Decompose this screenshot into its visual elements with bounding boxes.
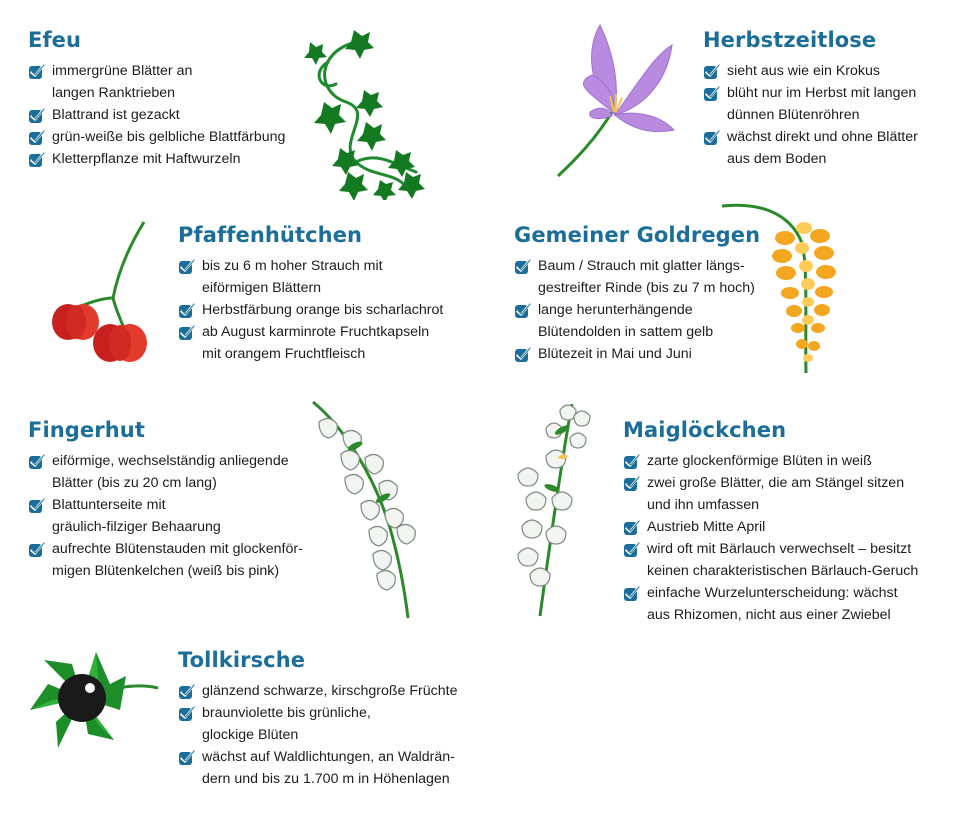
checkmark-icon <box>178 683 195 700</box>
fact-item <box>28 538 303 582</box>
checkmark-icon <box>514 302 531 319</box>
checkmark-icon <box>623 453 640 470</box>
checkmark-icon <box>178 324 195 341</box>
fact-text: wird oft mit Bärlauch verwechselt – besitzt <box>647 541 912 557</box>
fact-text: aus Rhizomen, nicht aus einer Zwiebel <box>647 607 891 623</box>
fact-list <box>703 60 918 170</box>
fact-text: glänzend schwarze, kirschgroße Früchte <box>202 683 458 699</box>
fact-text: eiförmigen Blättern <box>202 280 322 296</box>
checkmark-icon <box>28 497 45 514</box>
checkmark-icon <box>703 85 720 102</box>
fact-list <box>623 450 918 626</box>
belladonna-icon <box>26 648 161 760</box>
fact-text: Blütendolden in sattem gelb <box>538 324 714 340</box>
fact-item <box>178 680 458 702</box>
fact-text: ab August karminrote Fruchtkapseln <box>202 324 430 340</box>
fact-item <box>28 126 285 148</box>
ivy-icon <box>296 22 436 200</box>
fact-text: Kletterpflanze mit Haftwurzeln <box>52 151 241 167</box>
plant-title: Fingerhut <box>28 418 145 442</box>
fact-text: Austrieb Mitte April <box>647 519 766 535</box>
foxglove-icon <box>305 398 430 620</box>
plant-pfaffenhuetchen <box>178 223 443 365</box>
plant-title: Tollkirsche <box>178 648 306 672</box>
plant-title: Pfaffenhütchen <box>178 223 363 247</box>
lily-of-the-valley-icon <box>512 398 607 620</box>
fact-text: lange herunterhängende <box>538 302 693 318</box>
fact-text: dünnen Blütenröhren <box>727 107 860 123</box>
red-berries-icon <box>48 218 158 373</box>
fact-text: sieht aus wie ein Krokus <box>727 63 880 79</box>
fact-item <box>178 299 443 321</box>
fact-item <box>28 104 285 126</box>
fact-text: migen Blütenkelchen (weiß bis pink) <box>52 563 280 579</box>
checkmark-icon <box>623 585 640 602</box>
checkmark-icon <box>178 749 195 766</box>
fact-item <box>178 321 443 365</box>
fact-text: wächst auf Waldlichtungen, an Waldrän- <box>202 749 455 765</box>
checkmark-icon <box>28 129 45 146</box>
checkmark-icon <box>28 453 45 470</box>
fact-text: gestreifter Rinde (bis zu 7 m hoch) <box>538 280 755 296</box>
checkmark-icon <box>623 519 640 536</box>
fact-item <box>703 60 918 82</box>
plant-title: Maiglöckchen <box>623 418 787 442</box>
fact-item <box>28 494 303 538</box>
fact-text: langen Ranktrieben <box>52 85 176 101</box>
plant-efeu <box>28 28 285 170</box>
fact-list <box>28 450 303 582</box>
checkmark-icon <box>514 258 531 275</box>
checkmark-icon <box>178 258 195 275</box>
fact-item <box>28 450 303 494</box>
fact-list <box>178 255 443 365</box>
fact-text: Blätter (bis zu 20 cm lang) <box>52 475 217 491</box>
plant-title: Herbstzeitlose <box>703 28 877 52</box>
checkmark-icon <box>28 107 45 124</box>
fact-text: blüht nur im Herbst mit langen <box>727 85 917 101</box>
fact-item <box>28 148 285 170</box>
fact-text: wächst direkt und ohne Blätter <box>727 129 918 145</box>
fact-text: Baum / Strauch mit glatter längs- <box>538 258 745 274</box>
checkmark-icon <box>28 541 45 558</box>
fact-text: eiförmige, wechselständig anliegende <box>52 453 289 469</box>
fact-text: bis zu 6 m hoher Strauch mit <box>202 258 383 274</box>
plant-maigloeckchen <box>623 418 918 626</box>
fact-text: braunviolette bis grünliche, <box>202 705 371 721</box>
plant-title: Efeu <box>28 28 82 52</box>
fact-text: glockige Blüten <box>202 727 299 743</box>
fact-item <box>178 702 458 746</box>
checkmark-icon <box>28 63 45 80</box>
fact-item <box>623 516 918 538</box>
checkmark-icon <box>178 302 195 319</box>
checkmark-icon <box>178 705 195 722</box>
fact-text: aufrechte Blütenstauden mit glockenför- <box>52 541 303 557</box>
fact-text: und ihn umfassen <box>647 497 759 513</box>
fact-item <box>178 255 443 299</box>
checkmark-icon <box>703 129 720 146</box>
fact-text: Blütezeit in Mai und Juni <box>538 346 692 362</box>
fact-item <box>623 472 918 516</box>
checkmark-icon <box>623 541 640 558</box>
fact-text: Blattunterseite mit <box>52 497 166 513</box>
fact-text: gräulich-filziger Behaarung <box>52 519 221 535</box>
fact-text: aus dem Boden <box>727 151 827 167</box>
fact-text: zwei große Blätter, die am Stängel sitzen <box>647 475 905 491</box>
fact-text: zarte glockenförmige Blüten in weiß <box>647 453 872 469</box>
fact-item <box>703 82 918 126</box>
crocus-icon <box>550 20 680 180</box>
fact-item <box>28 60 285 104</box>
fact-list <box>28 60 285 170</box>
plant-herbstzeitlose <box>703 28 918 170</box>
fact-text: einfache Wurzelunterscheidung: wächst <box>647 585 898 601</box>
fact-text: dern und bis zu 1.700 m in Höhenlagen <box>202 771 450 787</box>
fact-text: Blattrand ist gezackt <box>52 107 180 123</box>
plant-fingerhut <box>28 418 303 582</box>
plant-title: Gemeiner Goldregen <box>514 223 761 247</box>
checkmark-icon <box>703 63 720 80</box>
fact-list <box>178 680 458 790</box>
fact-item <box>623 538 918 582</box>
fact-text: Herbstfärbung orange bis scharlachrot <box>202 302 444 318</box>
fact-text: immergrüne Blätter an <box>52 63 193 79</box>
fact-text: keinen charakteristischen Bärlauch-Geruch <box>647 563 919 579</box>
fact-text: mit orangem Fruchtfleisch <box>202 346 366 362</box>
plant-tollkirsche <box>178 648 458 790</box>
fact-item <box>623 450 918 472</box>
fact-item <box>703 126 918 170</box>
checkmark-icon <box>28 151 45 168</box>
checkmark-icon <box>623 475 640 492</box>
laburnum-icon <box>720 198 850 376</box>
checkmark-icon <box>514 346 531 363</box>
fact-item <box>623 582 918 626</box>
fact-text: grün-weiße bis gelbliche Blattfärbung <box>52 129 286 145</box>
fact-item <box>178 746 458 790</box>
